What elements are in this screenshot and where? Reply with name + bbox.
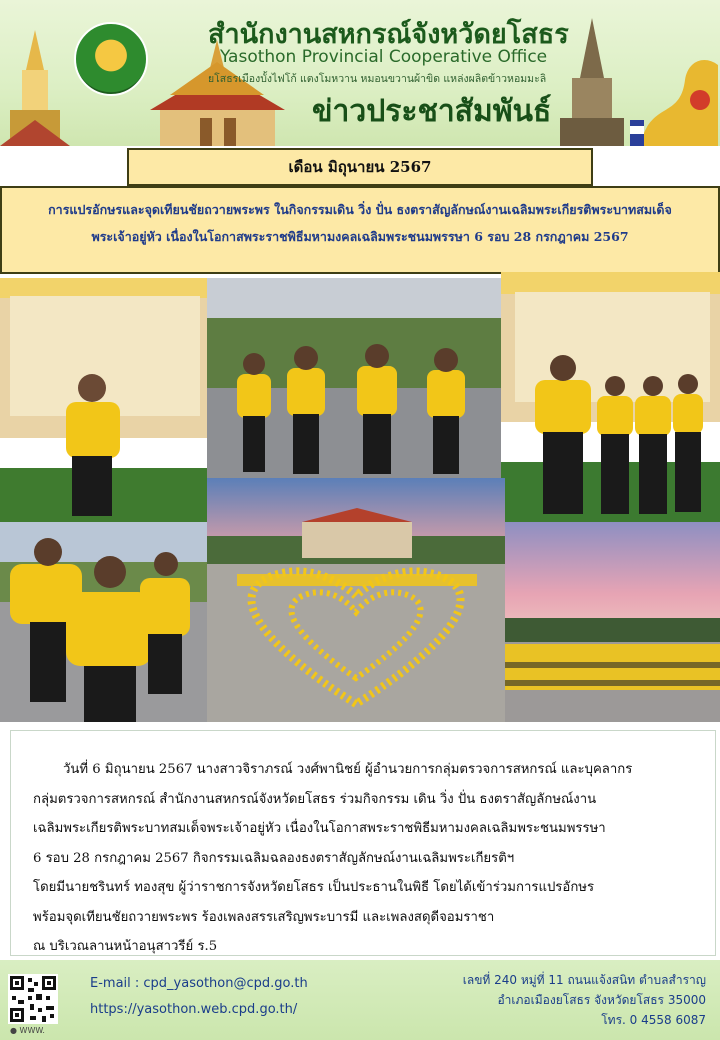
temple-icon [630, 40, 720, 146]
address-line: อำเภอเมืองยโสธร จังหวัดยโสธร 35000 [497, 993, 706, 1007]
month-label: เดือน มิถุนายน 2567 [127, 148, 593, 186]
qr-code-icon[interactable] [8, 974, 58, 1024]
temple-icon [0, 30, 70, 146]
body-line: กลุ่มตรวจการสหกรณ์ สำนักงานสหกรณ์จังหวัดยโสธร ร่วมกิจกรรม เดิน วิ่ง ปั่น ธงตราสัญลักษณ์งาน [33, 791, 597, 807]
event-photo [505, 522, 720, 722]
section-title: ข่าวประชาสัมพันธ์ [312, 94, 552, 129]
office-title-english: Yasothon Provincial Cooperative Office [220, 47, 548, 67]
news-body [10, 730, 716, 956]
page-footer [0, 960, 720, 1040]
body-line: 6 รอบ 28 กรกฎาคม 2567 กิจกรรมเฉลิมฉลองธงตราสัญลักษณ์งานเฉลิมพระเกียรติฯ [33, 850, 515, 866]
website-link[interactable]: https://yasothon.web.cpd.go.th/ [90, 1002, 298, 1017]
website-label: ● WWW. [10, 1026, 45, 1035]
news-headline [0, 186, 720, 274]
event-photo [207, 478, 505, 722]
headline-line: การแปรอักษรและจุดเทียนชัยถวายพระพร ในกิจกรรมเดิน วิ่ง ปั่น ธงตราสัญลักษณ์งานเฉลิมพระเกียรติพระบาทสมเด็จ [48, 202, 672, 217]
headline-line: พระเจ้าอยู่หัว เนื่องในโอกาสพระราชพิธีมหามงคลเฉลิมพระชนมพรรษา 6 รอบ 28 กรกฎาคม 2567 [91, 229, 629, 244]
globe-icon: ● [10, 1026, 17, 1035]
body-line: ณ บริเวณลานหน้าอนุสาวรีย์ ร.5 [33, 939, 218, 954]
office-address [463, 970, 706, 1030]
body-line: วันที่ 6 มิถุนายน 2567 นางสาวจิราภรณ์ วงศ์พานิชย์ ผู้อำนวยการกลุ่มตรวจการสหกรณ์ และบุคลากร [63, 762, 633, 777]
contact-email[interactable]: E-mail : cpd_yasothon@cpd.go.th [90, 976, 308, 991]
body-line: โดยมีนายชรินทร์ ทองสุข ผู้ว่าราชการจังหวัดยโสธร เป็นประธานในพิธี โดยได้เข้าร่วมการแปรอักษร [33, 880, 595, 895]
event-photo [0, 522, 207, 722]
page-header [0, 0, 720, 146]
event-photo [501, 272, 720, 522]
body-line: เฉลิมพระเกียรติพระบาทสมเด็จพระเจ้าอยู่หัว เนื่องในโอกาสพระราชพิธีมหามงคลเฉลิมพระชนมพรรษา [33, 821, 606, 836]
body-line: พร้อมจุดเทียนชัยถวายพระพร ร้องเพลงสรรเสริญพระบารมี และเพลงสดุดีจอมราชา [33, 909, 495, 925]
office-title-thai: สำนักงานสหกรณ์จังหวัดยโสธร [208, 19, 569, 50]
phone-number: โทร. 0 4558 6087 [601, 1013, 706, 1027]
event-photo [207, 278, 501, 478]
address-line: เลขที่ 240 หมู่ที่ 11 ถนนแจ้งสนิท ตำบลสำราญ [462, 973, 706, 987]
event-photo [0, 278, 207, 522]
province-slogan: ยโสธรเมืองบั้งไฟโก้ แตงโมหวาน หมอนขวานผ้าขิด แหล่งผลิตข้าวหอมมะลิ [208, 73, 547, 85]
agency-logo-icon [74, 22, 148, 96]
